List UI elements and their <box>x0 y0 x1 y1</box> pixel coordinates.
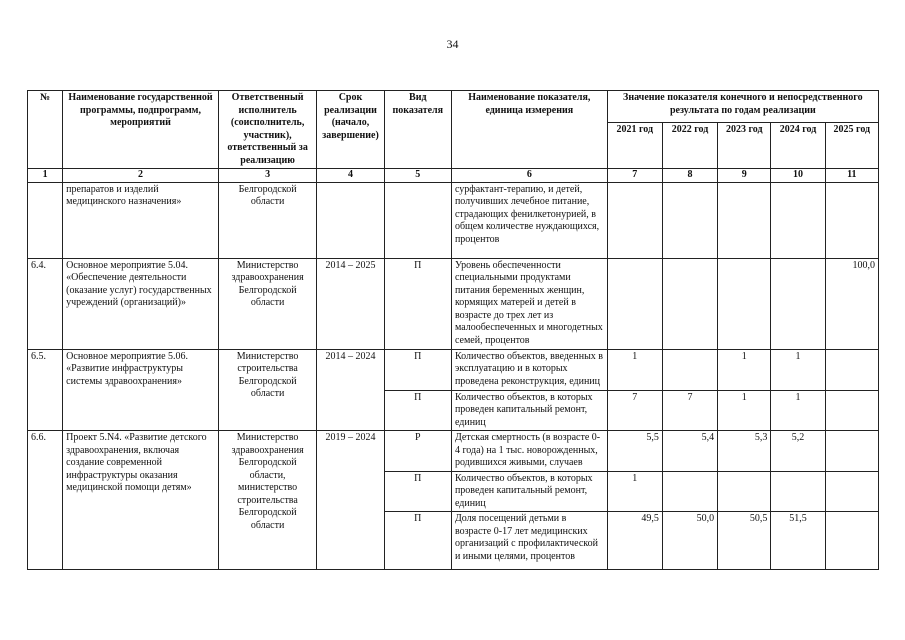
program-name: Проект 5.N4. «Развитие детского здравоохранения, включая создание современной инфраструктуры оказания медицинской помощи детям» <box>63 431 219 570</box>
value-2022 <box>662 471 717 512</box>
value-2023: 1 <box>718 349 771 390</box>
indicator-name: Количество объектов, в которых проведен капитальный ремонт, единиц <box>451 390 607 431</box>
program-table <box>27 90 879 570</box>
value-2025 <box>825 471 878 512</box>
value-2025: 100,0 <box>825 258 878 349</box>
header-responsible: Ответственный исполнитель (соисполнитель, участник), ответственный за реализацию <box>218 91 316 169</box>
page-number: 34 <box>446 37 459 51</box>
program-name: Основное мероприятие 5.04. «Обеспечение деятельности (оказание услуг) государственных учреждений (организаций)» <box>63 258 219 349</box>
header-indicator-type: Вид показателя <box>384 91 451 169</box>
value-2025 <box>825 349 878 390</box>
column-number: 5 <box>384 169 451 183</box>
indicator-type: П <box>384 258 451 349</box>
indicator-type: Р <box>384 431 451 472</box>
header-program: Наименование государственной программы, подпрограмм, мероприятий <box>63 91 219 169</box>
value-2021: 5,5 <box>607 431 662 472</box>
value-2025 <box>825 431 878 472</box>
indicator-name: Количество объектов, в которых проведен капитальный ремонт, единиц <box>451 471 607 512</box>
indicator-name: сурфактант-терапию, и детей, получивших лечебное питание, страдающих фенилкетонурией, в общем количестве нуждающихся, процентов <box>451 182 607 258</box>
value-2023: 50,5 <box>718 512 771 570</box>
indicator-name: Детская смертность (в возрасте 0-4 года) на 1 тыс. новорожденных, родившихся живыми, случаев <box>451 431 607 472</box>
term: 2019 – 2024 <box>317 431 384 570</box>
column-number: 10 <box>771 169 825 183</box>
responsible: Белгородской области <box>218 182 316 258</box>
column-number: 9 <box>718 169 771 183</box>
value-2023: 5,3 <box>718 431 771 472</box>
value-2021: 7 <box>607 390 662 431</box>
table-row <box>28 431 879 472</box>
row-number: 6.6. <box>28 431 63 570</box>
indicator-name: Количество объектов, введенных в эксплуатацию и в которых проведена реконструкция, единиц <box>451 349 607 390</box>
column-number: 8 <box>662 169 717 183</box>
header-year-2024: 2024 год <box>771 123 825 169</box>
value-2023 <box>718 471 771 512</box>
value-2024: 1 <box>771 390 825 431</box>
table-row <box>28 182 879 258</box>
indicator-type: П <box>384 390 451 431</box>
header-term: Срок реализации (начало, завершение) <box>317 91 384 169</box>
indicator-name: Уровень обеспеченности специальными продуктами питания беременных женщин, кормящих матерей и детей в возрасте до трех лет из малообеспеченных и многодетных семей, процентов <box>451 258 607 349</box>
value-2021: 49,5 <box>607 512 662 570</box>
term: 2014 – 2025 <box>317 258 384 349</box>
responsible: Министерство здравоохранения Белгородской области <box>218 258 316 349</box>
header-values-group: Значение показателя конечного и непосредственного результата по годам реализации <box>607 91 878 123</box>
header-year-2021: 2021 год <box>607 123 662 169</box>
value-2025 <box>825 390 878 431</box>
value-2022: 50,0 <box>662 512 717 570</box>
term: 2014 – 2024 <box>317 349 384 431</box>
column-number: 11 <box>825 169 878 183</box>
value-2024: 51,5 <box>771 512 825 570</box>
responsible: Министерство строительства Белгородской области <box>218 349 316 431</box>
header-year-2022: 2022 год <box>662 123 717 169</box>
table-row <box>28 258 879 349</box>
column-number: 1 <box>28 169 63 183</box>
program-name: Основное мероприятие 5.06. «Развитие инфраструктуры системы здравоохранения» <box>63 349 219 431</box>
responsible: Министерство здравоохранения Белгородской области, министерство строительства Белгородской области <box>218 431 316 570</box>
program-name: препаратов и изделий медицинского назначения» <box>63 182 219 258</box>
header-year-2025: 2025 год <box>825 123 878 169</box>
value-2021: 1 <box>607 349 662 390</box>
value-2022: 7 <box>662 390 717 431</box>
value-2024: 5,2 <box>771 431 825 472</box>
indicator-type: П <box>384 349 451 390</box>
indicator-name: Доля посещений детьми в возрасте 0-17 лет медицинских организаций с профилактической и иными целями, процентов <box>451 512 607 570</box>
table-row <box>28 349 879 390</box>
column-number: 3 <box>218 169 316 183</box>
header-year-2023: 2023 год <box>718 123 771 169</box>
header-no: № <box>28 91 63 169</box>
value-2023: 1 <box>718 390 771 431</box>
row-number: 6.5. <box>28 349 63 431</box>
column-number: 7 <box>607 169 662 183</box>
column-number: 6 <box>451 169 607 183</box>
value-2025 <box>825 512 878 570</box>
value-2024: 1 <box>771 349 825 390</box>
row-number: 6.4. <box>28 258 63 349</box>
indicator-type: П <box>384 471 451 512</box>
column-number: 2 <box>63 169 219 183</box>
header-indicator-name: Наименование показателя, единица измерения <box>451 91 607 169</box>
value-2022: 5,4 <box>662 431 717 472</box>
indicator-type: П <box>384 512 451 570</box>
column-number: 4 <box>317 169 384 183</box>
value-2024 <box>771 471 825 512</box>
value-2021: 1 <box>607 471 662 512</box>
value-2022 <box>662 349 717 390</box>
